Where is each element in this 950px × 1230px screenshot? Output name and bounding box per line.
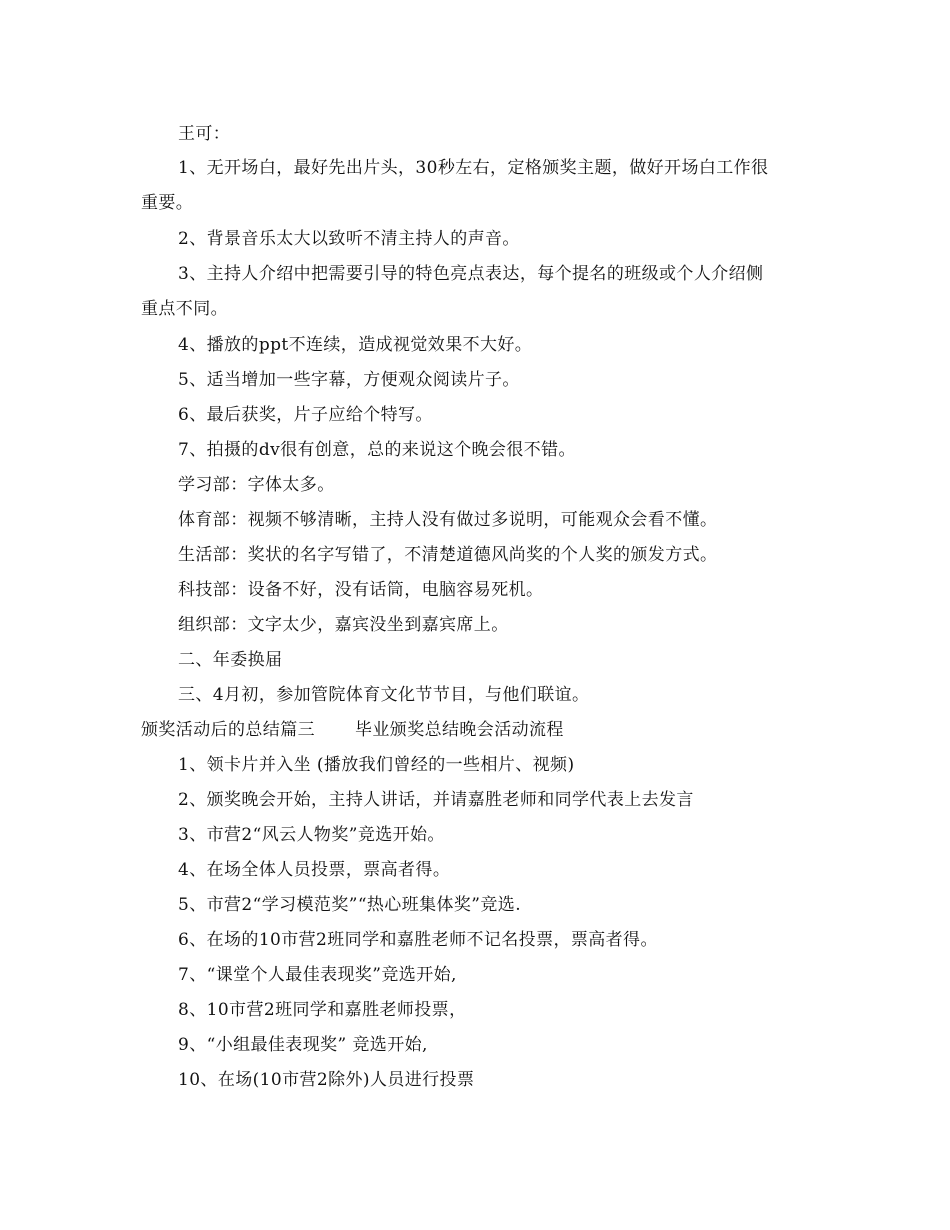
list-item: 7、“课堂个人最佳表现奖”竞选开始, [178,965,457,985]
article-heading [141,720,564,740]
article-subtitle: 毕业颁奖总结晚会活动流程 [355,720,564,740]
list-item: 8、10市营2班同学和嘉胜老师投票， [178,1000,467,1020]
paragraph-line: 体育部：视频不够清晰，主持人没有做过多说明，可能观众会看不懂。 [178,510,718,530]
paragraph-line: 生活部：奖状的名字写错了，不清楚道德风尚奖的个人奖的颁发方式。 [178,545,718,565]
paragraph-line: 6、最后获奖，片子应给个特写。 [178,405,433,425]
paragraph-line: 2、背景音乐太大以致听不清主持人的声音。 [178,229,520,249]
list-item: 3、市营2“风云人物奖”竞选开始。 [178,825,445,845]
paragraph-line: 科技部：设备不好，没有话筒，电脑容易死机。 [178,580,544,600]
article-title: 颁奖活动后的总结篇三 [141,720,315,740]
paragraph-line: 学习部：字体太多。 [178,475,335,495]
paragraph-line: 1、无开场白，最好先出片头，30秒左右，定格颁奖主题，做好开场白工作很 [178,158,769,178]
paragraph-line: 5、适当增加一些字幕，方便观众阅读片子。 [178,370,520,390]
paragraph-line: 3、主持人介绍中把需要引导的特色亮点表达，每个提名的班级或个人介绍侧 [178,264,764,284]
section-heading: 三、4月初，参加管院体育文化节节目，与他们联谊。 [178,685,590,705]
paragraph-line: 7、拍摄的dv很有创意，总的来说这个晚会很不错。 [178,440,576,460]
list-item: 1、领卡片并入坐 (播放我们曾经的一些相片、视频) [178,755,575,775]
list-item: 5、市营2“学习模范奖”“热心班集体奖”竞选. [178,895,521,915]
paragraph-line: 王可： [178,124,231,144]
paragraph-line: 4、播放的ppt不连续，造成视觉效果不大好。 [178,335,533,355]
section-heading: 二、年委换届 [178,650,283,670]
paragraph-line: 重要。 [141,193,194,213]
list-item: 9、“小组最佳表现奖” 竞选开始, [178,1035,428,1055]
list-item: 6、在场的10市营2班同学和嘉胜老师不记名投票，票高者得。 [178,930,658,950]
paragraph-line: 组织部：文字太少，嘉宾没坐到嘉宾席上。 [178,615,509,635]
list-item: 10、在场(10市营2除外)人员进行投票 [178,1070,475,1090]
list-item: 4、在场全体人员投票，票高者得。 [178,860,451,880]
list-item: 2、颁奖晚会开始，主持人讲话，并请嘉胜老师和同学代表上去发言 [178,790,694,810]
paragraph-line: 重点不同。 [141,299,228,319]
